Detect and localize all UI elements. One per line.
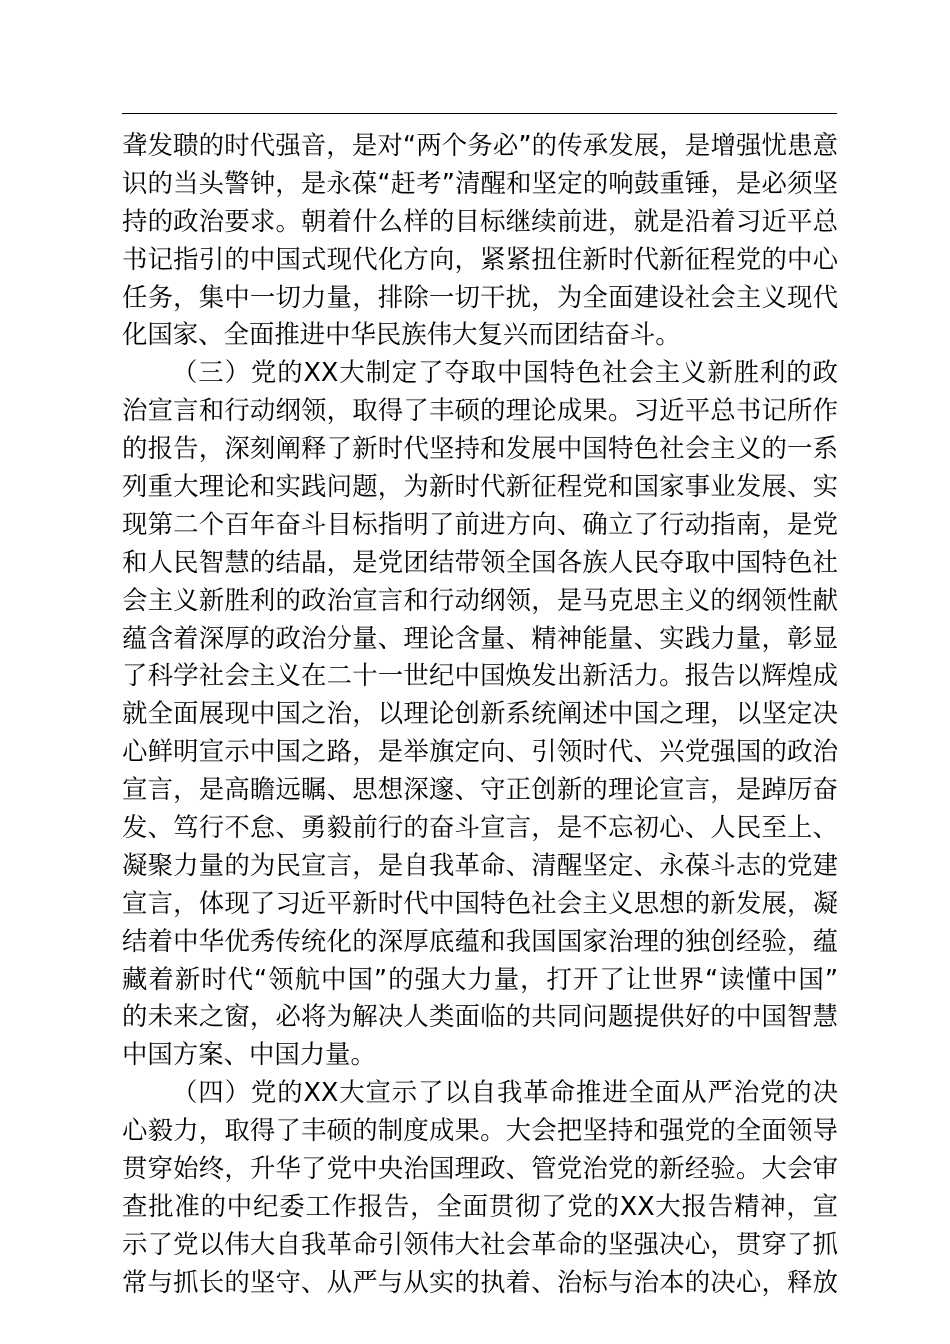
text-line: 心鲜明宣示中国之路，是举旗定向、引领时代、兴党强国的政治 [122, 736, 838, 767]
text-line: 心毅力，取得了丰硕的制度成果。大会把坚持和强党的全面领导 [122, 1115, 838, 1146]
text-line: 的未来之窗，必将为解决人类面临的共同问题提供好的中国智慧 [122, 1001, 838, 1032]
text-line: 会主义新胜利的政治宣言和行动纲领，是马克思主义的纲领性献 [122, 584, 838, 615]
text-line: 宣言，体现了习近平新时代中国特色社会主义思想的新发展，凝 [122, 887, 838, 918]
text-line: 结着中华优秀传统化的深厚底蕴和我国国家治理的独创经验，蕴 [122, 925, 838, 956]
text-line: 持的政治要求。朝着什么样的目标继续前进，就是沿着习近平总 [122, 205, 838, 236]
text-line: 书记指引的中国式现代化方向，紧紧扭住新时代新征程党的中心 [122, 243, 838, 274]
text-line: 藏着新时代“领航中国”的强大力量，打开了让世界“读懂中国” [122, 963, 838, 994]
text-line: 示了党以伟大自我革命引领伟大社会革命的坚强决心，贯穿了抓 [122, 1228, 838, 1259]
text-line: 发、笃行不怠、勇毅前行的奋斗宣言，是不忘初心、人民至上、 [122, 812, 838, 843]
text-line: 和人民智慧的结晶，是党团结带领全国各族人民夺取中国特色社 [122, 546, 838, 577]
text-line: 化国家、全面推进中华民族伟大复兴而团结奋斗。 [122, 319, 681, 350]
text-line: 了科学社会主义在二十一世纪中国焕发出新活力。报告以辉煌成 [122, 660, 838, 691]
text-line: 查批准的中纪委工作报告，全面贯彻了党的XX大报告精神，宣 [122, 1190, 838, 1221]
text-line: 列重大理论和实践问题，为新时代新征程党和国家事业发展、实 [122, 471, 838, 502]
text-line: 的报告，深刻阐释了新时代坚持和发展中国特色社会主义的一系 [122, 433, 838, 464]
text-line: 任务，集中一切力量，排除一切干扰，为全面建设社会主义现代 [122, 281, 838, 312]
text-line: 中国方案、中国力量。 [122, 1039, 376, 1070]
header-rule [122, 113, 837, 114]
body-text [122, 127, 838, 1302]
text-line: 贯穿始终，升华了党中央治国理政、管党治党的新经验。大会审 [122, 1153, 838, 1184]
section-heading-line: （四）党的XX大宣示了以自我革命推进全面从严治党的决 [172, 1077, 838, 1108]
text-line: 聋发聩的时代强音，是对“两个务必”的传承发展，是增强忧患意 [122, 130, 838, 160]
text-line: 识的当头警钟，是永葆“赶考”清醒和坚定的响鼓重锤，是必须坚 [122, 167, 838, 198]
text-line: 常与抓长的坚守、从严与从实的执着、治标与治本的决心，释放 [122, 1266, 838, 1297]
section-heading-line: （三）党的XX大制定了夺取中国特色社会主义新胜利的政 [172, 357, 838, 388]
text-line: 治宣言和行动纲领，取得了丰硕的理论成果。习近平总书记所作 [122, 395, 838, 426]
text-line: 就全面展现中国之治，以理论创新系统阐述中国之理，以坚定决 [122, 698, 838, 729]
text-line: 现第二个百年奋斗目标指明了前进方向、确立了行动指南，是党 [122, 508, 838, 539]
text-line: 蕴含着深厚的政治分量、理论含量、精神能量、实践力量，彰显 [122, 622, 838, 653]
text-line: 宣言，是高瞻远瞩、思想深邃、守正创新的理论宣言，是踔厉奋 [122, 774, 838, 805]
text-line: 凝聚力量的为民宣言，是自我革命、清醒坚定、永葆斗志的党建 [122, 849, 838, 880]
